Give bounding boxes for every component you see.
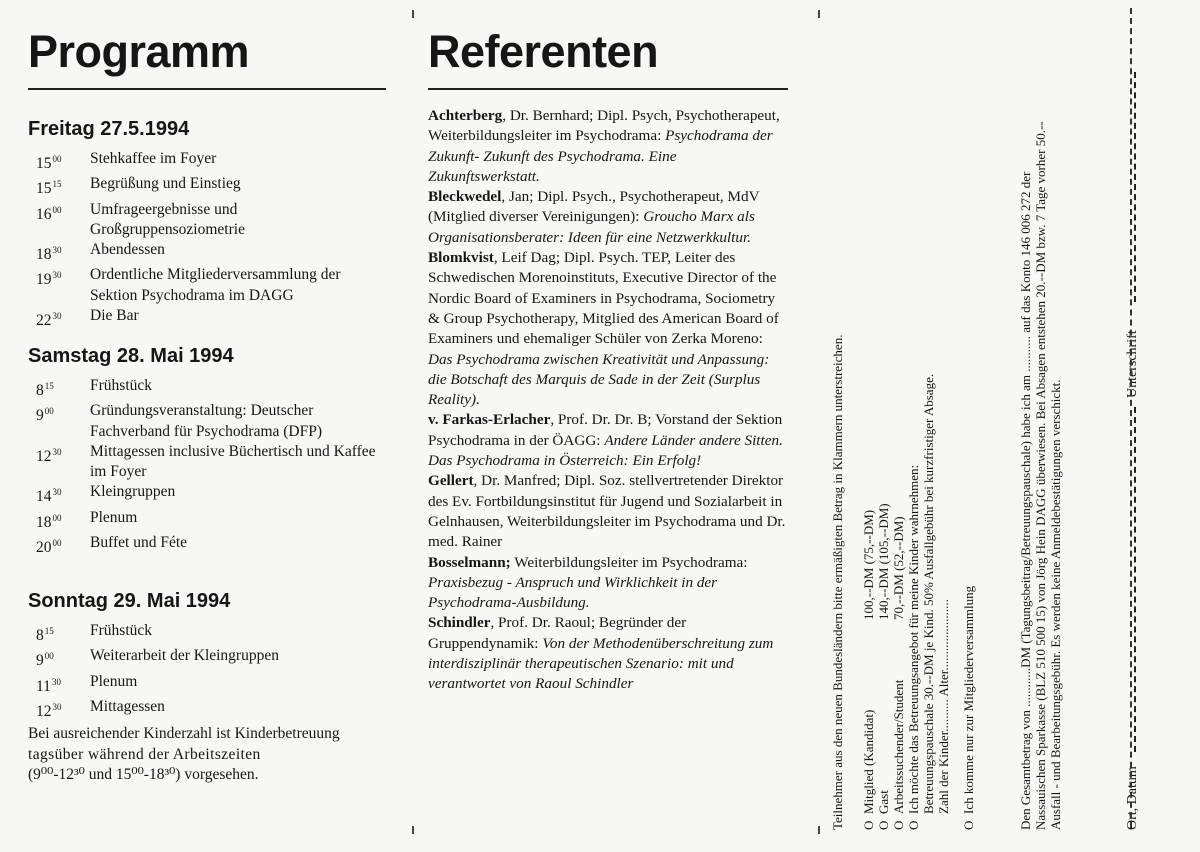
schedule-item (28, 533, 388, 558)
speaker-name: Gellert (428, 472, 474, 490)
registration-form (830, 80, 976, 830)
payment-line: Den Gesamtbetrag von ............DM (Tagungsbeitrag/Betreuungspauschale) habe ich am ........... auf das Konto 146 006 272 der (1018, 171, 1033, 830)
schedule-time: $8^{15}$ (36, 626, 54, 644)
talk-title: Praxisbezug - Anspruch und Wirklichkeit in der Psychodrama-Ausbildung. (428, 573, 718, 612)
schedule-time: $16^{00}$ (36, 204, 62, 223)
schedule-text: Die Bar (90, 307, 139, 325)
note-line: Bei ausreichender Kinderzahl ist Kinderbetreuung (28, 725, 340, 742)
speaker-info: , Leif Dag; Dipl. Psych. TEP, Leiter des Schwedischen Morenoinstituts, Executive Director of the Nordic Board of Examiners in Psychodrama, Sociometry & Group Psychotherapy, Mitglied des American Board of Examiners und ehemaliger Schüler von Zerka Moreno: (428, 249, 779, 348)
payment-line: Ausfall - und Bearbeitungsgebühr. Es werden keine Anmeldebestätigungen verschickt. (1048, 379, 1063, 830)
schedule-time: $9^{00}$ (36, 651, 54, 670)
talk-title: Groucho Marx als Organisationsberater: Ideen für eine Netzwerkkultur. (428, 208, 755, 246)
fold-mark (818, 826, 820, 834)
speaker-entry (428, 248, 790, 410)
note-line: (9⁰⁰-12³⁰ und 15⁰⁰-18³⁰) vorgesehen. (28, 766, 259, 783)
fold-mark (412, 10, 414, 18)
schedule-text: Abendessen (90, 241, 165, 259)
referenten-rule (428, 88, 788, 90)
schedule-text: Umfrageergebnisse und Großgruppensoziometrie (90, 200, 245, 238)
schedule-item (28, 306, 388, 331)
schedule-item (28, 265, 388, 306)
schedule-item (28, 672, 388, 697)
schedule-text: Weiterarbeit der Kleingruppen (90, 647, 279, 665)
day-heading: Freitag 27.5.1994 (28, 118, 190, 140)
talk-title: Andere Länder andere Sitten. Das Psychodrama in Österreich: Ein Erfolg! (428, 431, 783, 470)
form-option[interactable]: OIch komme nur zur Mitgliederversammlung (961, 585, 976, 830)
talk-title: Das Psychodrama zwischen Kreativität und Anpassung: die Botschaft des Marquis de Sade in der Zeit (Surplus Reality). (428, 350, 770, 409)
day-sunday (28, 590, 388, 722)
speaker-info: , Jan; Dipl. Psych., Psychotherapeut, MdV (Mitglied diverser Vereinigungen): (428, 188, 760, 226)
schedule-time: $18^{30}$ (36, 245, 62, 264)
programm-title: Programm (28, 26, 250, 77)
schedule-time: $12^{30}$ (36, 446, 62, 465)
speaker-name: Bleckwedel (428, 188, 502, 206)
schedule-item (28, 174, 388, 199)
schedule-time: $15^{00}$ (36, 154, 62, 172)
speaker-name: Bosselmann; (428, 553, 511, 571)
note-line: tagsüber während der Arbeitszeiten (28, 745, 261, 763)
referenten-title: Referenten (428, 26, 659, 77)
schedule-text: Plenum (90, 672, 138, 690)
schedule-item (28, 149, 388, 174)
form-option[interactable]: OGast 140,--DM (105,--DM) (876, 503, 891, 830)
place-date-field[interactable] (1134, 407, 1136, 752)
radio-circle-icon[interactable]: O (906, 820, 921, 830)
speaker-entry (428, 410, 790, 471)
talk-title: Psychodrama der Zukunft- Zukunft des Psychodrama. Eine Zukunftswerkstatt. (428, 127, 773, 185)
day-saturday (28, 345, 388, 558)
radio-circle-icon[interactable]: O (891, 820, 906, 830)
talk-title: Von der Methodenüberschreitung zum interdisziplinär therapeutischen Szenario: mit und verantwortet von Raoul Schindler (428, 634, 774, 693)
schedule-text: Plenum (90, 508, 138, 526)
schedule-time: $18^{00}$ (36, 512, 62, 531)
speaker-entry (428, 187, 790, 248)
speaker-info: Weiterbildungsleiter im Psychodrama: (510, 553, 748, 571)
schedule-text: Frühstück (90, 377, 152, 394)
payment-info (1018, 30, 1063, 830)
schedule-item (28, 240, 388, 265)
payment-line: Nassauischen Sparkasse (BLZ 510 500 15) von Jörg Hein DAGG überwiesen. Bei Absagen entstehen 20.--DM bzw. 7 Tage vorher 50.-- (1033, 121, 1048, 830)
speaker-name: Blomkvist (428, 249, 494, 267)
schedule-time: $19^{30}$ (36, 270, 62, 289)
place-date-label: Ort, Datum (1125, 766, 1140, 830)
speaker-name: Achterberg (428, 107, 503, 124)
speaker-entry (428, 613, 790, 694)
speaker-info: , Dr. Bernhard; Dipl. Psych, Psychotherapeut, Weiterbildungsleiter im Psychodrama: (428, 107, 780, 145)
schedule-text: Mittagessen inclusive Büchertisch und Kaffee im Foyer (90, 442, 376, 481)
childcare-note (28, 724, 390, 786)
form-option[interactable]: OArbeitssuchender/Student 70,--DM (52,--DM) (891, 516, 906, 830)
schedule-time: $8^{15}$ (36, 381, 54, 399)
speaker-info: , Prof. Dr. Raoul; Begründer der Gruppendynamik: (428, 614, 687, 652)
fold-mark (818, 10, 820, 18)
schedule-time: $14^{30}$ (36, 487, 62, 506)
schedule-time: $20^{00}$ (36, 538, 62, 557)
schedule-text: Begrüßung und Einstieg (90, 175, 241, 193)
schedule-time: $22^{30}$ (36, 311, 62, 330)
schedule-text: Stehkaffee im Foyer (90, 150, 217, 167)
radio-circle-icon[interactable]: O (876, 820, 891, 830)
schedule-time: $9^{00}$ (36, 406, 54, 425)
schedule-item (28, 442, 388, 483)
schedule-text: Mittagessen (90, 697, 165, 715)
signature-field[interactable] (1134, 72, 1136, 302)
day-heading: Sonntag 29. Mai 1994 (28, 590, 231, 612)
schedule-item (28, 621, 388, 646)
day-friday (28, 118, 388, 331)
kids-fee: Betreuungspauschale 30.--DM je Kind. 50% Ausfallgebühr bei kurzfristiger Absage. (921, 373, 936, 814)
schedule-text: Frühstück (90, 622, 152, 639)
speaker-entry (428, 553, 790, 614)
kids-count-field[interactable]: Zahl der Kinder.......... Alter...................... (936, 599, 951, 814)
schedule-text: Gründungsveranstaltung: Deutscher Fachverband für Psychodrama (DFP) (90, 402, 323, 440)
speaker-list (428, 106, 790, 695)
radio-circle-icon[interactable]: O (961, 820, 976, 830)
schedule-item (28, 697, 388, 722)
schedule-item (28, 376, 388, 401)
fold-mark (412, 826, 414, 834)
signature-label: Unterschrift (1125, 330, 1140, 398)
schedule-item (28, 482, 388, 507)
schedule-text: Ordentliche Mitgliederversammlung der Sektion Psychodrama im DAGG (90, 266, 341, 304)
cut-line (1130, 8, 1132, 828)
form-option[interactable]: OMitglied (Kandidat) 100,--DM (75,--DM) (861, 509, 876, 830)
day-heading: Samstag 28. Mai 1994 (28, 345, 234, 367)
schedule-text: Buffet und Féte (90, 534, 188, 552)
schedule-item (28, 508, 388, 533)
schedule-item (28, 401, 388, 442)
schedule-time: $15^{15}$ (36, 179, 62, 198)
schedule-text: Kleingruppen (90, 483, 176, 501)
speaker-name: v. Farkas-Erlacher (428, 411, 551, 429)
speaker-entry (428, 106, 790, 187)
schedule-item (28, 646, 388, 671)
form-option[interactable]: OIch möchte das Betreuungsangebot für meine Kinder wahrnehmen: (906, 464, 921, 830)
radio-circle-icon[interactable]: O (861, 820, 876, 830)
schedule-time: $11^{30}$ (36, 676, 61, 695)
programm-rule (28, 88, 386, 90)
schedule-time: $12^{30}$ (36, 701, 62, 720)
schedule-item (28, 200, 388, 241)
speaker-info: , Prof. Dr. Dr. B; Vorstand der Sektion Psychodrama in der ÖAGG: (428, 411, 783, 449)
speaker-name: Schindler (428, 614, 491, 632)
speaker-entry (428, 471, 790, 552)
form-intro: Teilnehmer aus den neuen Bundesländern bitte ermäßigten Betrag in Klammern unterstreichen. (830, 334, 845, 830)
speaker-info: , Dr. Manfred; Dipl. Soz. stellvertretender Direktor des Ev. Fortbildungsinstitut für Jugend und Sozialarbeit in Gelnhausen, Weiterbildungsleiter im Psychodrama und Dr. med. Rainer (428, 472, 786, 551)
